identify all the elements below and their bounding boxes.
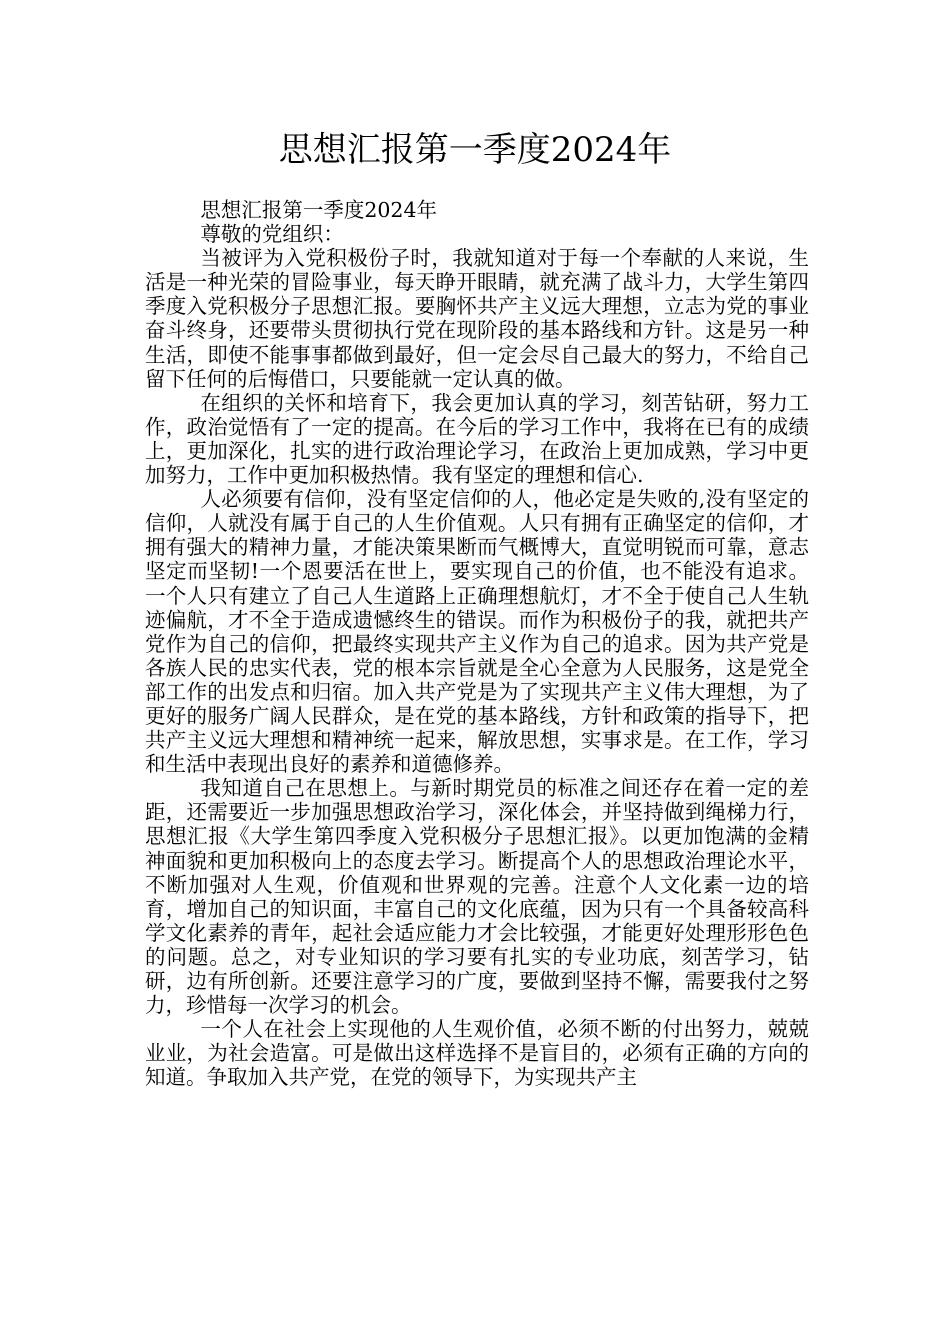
paragraph-4: 我知道自己在思想上。与新时期党员的标准之间还存在着一定的差距，还需要近一步加强思想政治学习，深化体会，并坚持做到绳梯力行，思想汇报《大学生第四季度入党积极分子思想汇报》。以更加饱满的金精神面貌和更加积极向上的态度去学习。断提高个人的思想政治理论水平，不断加强对人生观，价值观和世界观的完善。注意个人文化素一边的培育，增加自己的知识面，丰富自己的文化底蕴，因为只有一个具备较高科学文化素养的青年，起社会适应能力才会比较强，才能更好处理形形色色的问题。总之，对专业知识的学习要有扎实的专业功底，刻苦学习，钻研，边有所创新。还要注意学习的广度，要做到坚持不懈，需要我付之努力，珍惜每一次学习的机会。 xyxy=(145,776,809,1018)
document-body xyxy=(145,198,809,1089)
paragraph-5: 一个人在社会上实现他的人生观价值，必须不断的付出努力，兢兢业业，为社会造富。可是做出这样选择不是盲目的，必须有正确的方向的知道。争取加入共产党，在党的领导下，为实现共产主 xyxy=(145,1017,809,1090)
paragraph-1: 当被评为入党积极份子时，我就知道对于每一个奉献的人来说，生活是一种光荣的冒险事业，每天睁开眼睛，就充满了战斗力，大学生第四季度入党积极分子思想汇报。要胸怀共产主义远大理想，立志为党的事业奋斗终身，还要带头贯彻执行党在现阶段的基本路线和方针。这是另一种生活，即使不能事事都做到最好，但一定会尽自己最大的努力，不给自己留下任何的后悔借口，只要能就一定认真的做。 xyxy=(145,246,809,391)
paragraph-2: 在组织的关怀和培育下，我会更加认真的学习，刻苦钻研，努力工作，政治觉悟有了一定的提高。在今后的学习工作中，我将在已有的成绩上，更加深化，扎实的进行政治理论学习，在政治上更加成熟，学习中更加努力，工作中更加积极热情。我有坚定的理想和信心. xyxy=(145,390,809,488)
salutation: 尊敬的党组织： xyxy=(200,222,344,247)
document-title: 思想汇报第一季度2024年 xyxy=(278,130,672,170)
document-subtitle: 思想汇报第一季度2024年 xyxy=(200,198,438,222)
paragraph-3: 人必须要有信仰，没有坚定信仰的人，他必定是失败的,没有坚定的信仰，人就没有属于自己的人生价值观。人只有拥有正确坚定的信仰，才拥有强大的精神力量，才能决策果断而气概博大，直觉明锐而可靠，意志坚定而坚韧!一个恩要活在世上，要实现自己的价值，也不能没有追求。一个人只有建立了自己人生道路上正确理想航灯，才不全于使自己人生轨迹偏航，才不全于造成遗憾终生的错误。而作为积极份子的我，就把共产党作为自己的信仰，把最终实现共产主义作为自己的追求。因为共产党是各族人民的忠实代表，党的根本宗旨就是全心全意为人民服务，这是党全部工作的出发点和归宿。加入共产党是为了实现共产主义伟大理想，为了更好的服务广阔人民群众，是在党的基本路线，方针和政策的指导下，把共产主义远大理想和精神统一起来，解放思想，实事求是。在工作，学习和生活中表现出良好的素养和道德修养。 xyxy=(145,487,809,777)
